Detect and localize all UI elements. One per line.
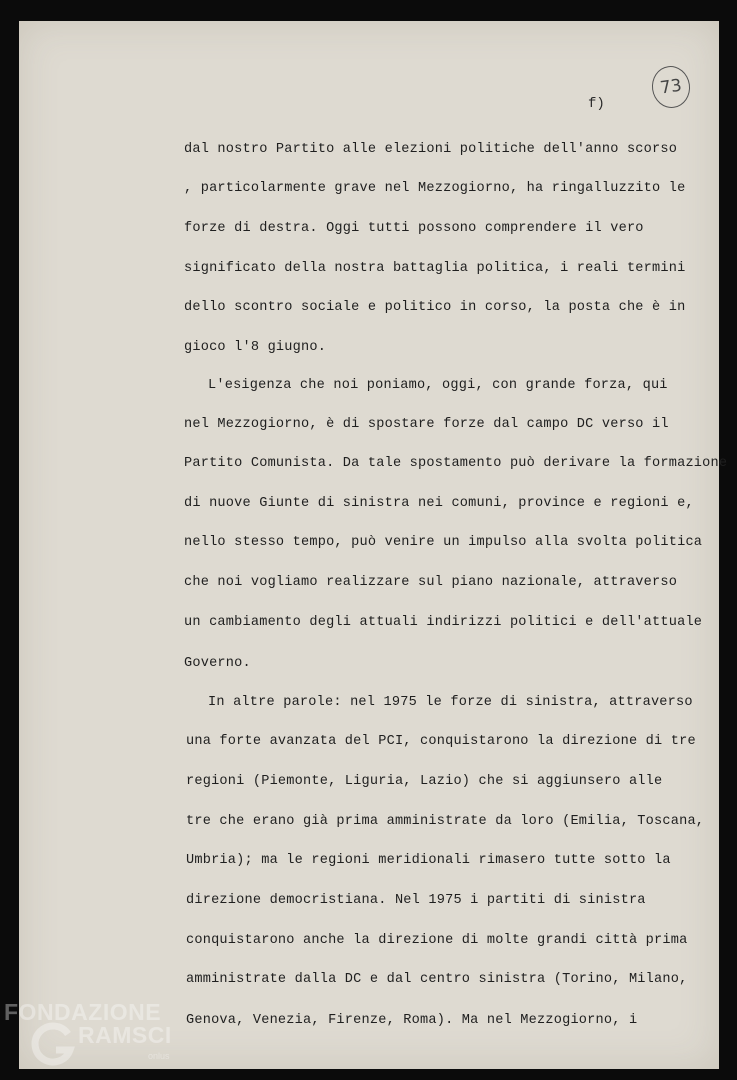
gramsci-logo-icon	[30, 1020, 78, 1068]
text-line: Umbria); ma le regioni meridionali rimasero tutte sotto la	[186, 853, 671, 868]
text-line: Governo.	[184, 656, 251, 671]
text-line: In altre parole: nel 1975 le forze di sinistra, attraverso	[208, 695, 693, 710]
text-line: direzione democristiana. Nel 1975 i partiti di sinistra	[186, 893, 646, 908]
text-line: un cambiamento degli attuali indirizzi politici e dell'attuale	[184, 615, 703, 630]
text-line: amministrate dalla DC e dal centro sinistra (Torino, Milano,	[186, 972, 688, 987]
watermark-title: FONDAZIONE	[4, 999, 162, 1025]
text-line: gioco l'8 giugno.	[184, 340, 327, 355]
text-line: nel Mezzogiorno, è di spostare forze dal campo DC verso il	[184, 417, 669, 432]
text-line: regioni (Piemonte, Liguria, Lazio) che si aggiunsero alle	[186, 774, 663, 789]
text-line: dal nostro Partito alle elezioni politiche dell'anno scorso	[184, 142, 678, 157]
text-line: tre che erano già prima amministrate da loro (Emilia, Toscana,	[186, 814, 705, 829]
text-line: che noi vogliamo realizzare sul piano nazionale, attraverso	[184, 575, 678, 590]
page-marker: f)	[588, 96, 605, 112]
text-line: forze di destra. Oggi tutti possono comprendere il vero	[184, 221, 644, 236]
text-line: Genova, Venezia, Firenze, Roma). Ma nel Mezzogiorno, i	[186, 1013, 638, 1028]
fondazione-gramsci-watermark	[0, 996, 190, 1076]
text-line: L'esigenza che noi poniamo, oggi, con grande forza, qui	[208, 378, 668, 393]
text-line: significato della nostra battaglia politica, i reali termini	[184, 261, 686, 276]
text-line: di nuove Giunte di sinistra nei comuni, province e regioni e,	[184, 496, 694, 511]
watermark-tag: onlus	[148, 1051, 170, 1061]
watermark-subtitle: RAMSCI	[78, 1022, 172, 1048]
text-line: , particolarmente grave nel Mezzogiorno, ha ringalluzzito le	[184, 181, 686, 196]
text-line: dello scontro sociale e politico in corso, la posta che è in	[184, 300, 686, 315]
text-line: nello stesso tempo, può venire un impulso alla svolta politica	[184, 535, 703, 550]
text-line: Partito Comunista. Da tale spostamento può derivare la formazione	[184, 456, 728, 471]
text-line: una forte avanzata del PCI, conquistarono la direzione di tre	[186, 734, 696, 749]
folio-number-stamp: 73	[649, 64, 692, 111]
text-line: conquistarono anche la direzione di molte grandi città prima	[186, 933, 688, 948]
